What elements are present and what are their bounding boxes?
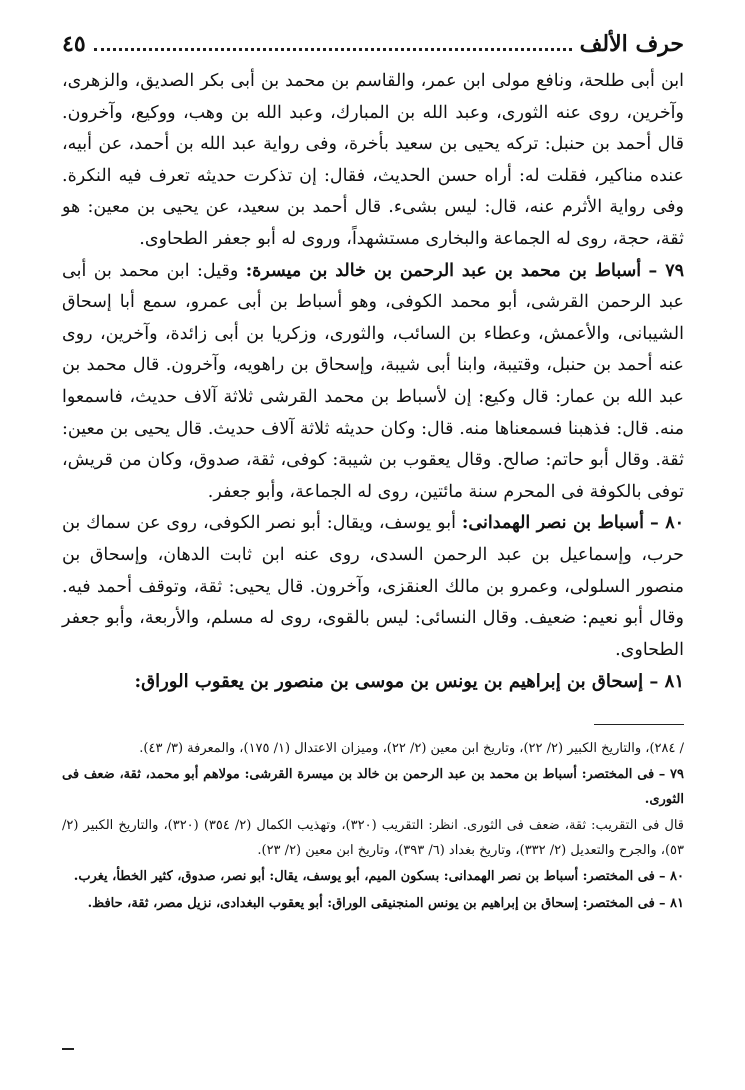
entry-80 [62,508,684,666]
main-text [62,66,684,698]
entry-79 [62,256,684,509]
entry-79-text: وقيل: ابن محمد بن أبى عبد الرحمن القرشى، أبو محمد الكوفى، وهو أسباط بن أبى عمرو، سمع أبا إسحاق الشيبانى، والأعمش، وعطاء بن السائب، والثورى، وزكريا بن أبى زائدة، وآخرين، روى عنه أحمد بن حنبل، وقتيبة، وابنا أبى شيبة، وإسحاق بن راهويه، وآخرون. قال محمد بن عبد الله بن عمار: قال وكيع: إن لأسباط بن محمد القرشى ثلاثة آلاف حديث، فاسمعوا منه. قال: فذهبنا فسمعناها منه. قال: وكان حديثه ثلاثة آلاف حديث. قال يحيى بن معين: ثقة. وقال أبو حاتم: صالح. وقال يعقوب بن شيبة: كوفى، ثقة، صدوق، وكان من قريش، توفى بالكوفة فى المحرم سنة مائتين، روى له الجماعة، وأبو جعفر. [62,260,684,502]
footnotes [62,737,684,917]
footnote-80-text: فى المختصر: أسباط بن نصر الهمدانى: بسكون الميم، أبو يوسف، يقال: أبو نصر، صدوق، كثير الخطأ، يغرب. [73,869,655,885]
page-number: ٤٥ [62,31,86,57]
entry-81-name: إسحاق بن إبراهيم بن يونس بن موسى بن منصور بن يعقوب الوراق: [134,671,644,693]
entry-80-name: أسباط بن نصر الهمدانى: [461,513,644,534]
footnote-81 [62,892,684,917]
entry-79-name: أسباط بن محمد بن عبد الرحمن بن خالد بن ميسرة: [245,260,642,281]
footnote-continuation: / ٢٨٤)، والتاريخ الكبير (٢/ ٢٢)، وتاريخ ابن معين (٢/ ٢٢)، وميزان الاعتدال (١/ ١٧٥)، والمعرفة (٣/ ٤٣). [139,740,684,756]
book-page [62,22,684,1072]
chapter-title: حرف الألف [579,31,684,57]
continuation-paragraph: ابن أبى طلحة، ونافع مولى ابن عمر، والقاسم بن محمد بن أبى بكر الصديق، والزهرى، وآخرين، روى عنه الثورى، وعبد الله بن المبارك، وعبد الله بن وهب، ووكيع، وآخرون. قال أحمد بن حنبل: تركه يحيى بن سعيد بأخرة، وفى رواية عبد الله بن أحمد، عن أبيه، عنده مناكير، فقلت له: أراه حسن الحديث، فقال: إن تذكرت حديثه تعرف فيه النكرة. وفى رواية الأثرم عنه، قال: ليس بشىء. قال أحمد بن سعيد، عن يحيى بن معين: هو ثقة، حجة، روى له الجماعة والبخارى مستشهداً، وروى له أبو جعفر الطحاوى. [62,71,684,249]
corner-mark [62,1048,74,1050]
entry-80-number: ٨٠ – [649,513,684,534]
footnote-79-text: فى المختصر: أسباط بن محمد بن عبد الرحمن بن خالد بن ميسرة القرشى: مولاهم أبو محمد، ثقة، ضعف فى الثورى. [62,767,684,807]
footnote-80-number: ٨٠ – [659,869,684,885]
footnote-79 [62,763,684,812]
footnote-separator [594,724,684,725]
page-header [62,22,684,66]
footnote-81-text: فى المختصر: إسحاق بن إبراهيم بن يونس المنجنيقى الوراق: أبو يعقوب البغدادى، نزيل مصر، ثقة، حافظ. [87,895,655,911]
footnote-81-number: ٨١ – [659,895,684,911]
entry-81-number: ٨١ – [649,671,684,693]
footnote-80 [62,865,684,890]
entry-81 [62,666,684,698]
entry-79-number: ٧٩ – [648,260,684,281]
header-dot-leader [94,38,572,51]
footnote-79-sources: قال فى التقريب: ثقة، ضعف فى الثورى. انظر: التقريب (٣٢٠)، وتهذيب الكمال (٢/ ٣٥٤) (٣٢٠)، والتاريخ الكبير (٢/ ٥٣)، والجرح والتعديل (٢/ ٣٣٢)، وتاريخ بغداد (٦/ ٣٩٣)، وتاريخ ابن معين (٢/ ٢٣). [62,818,684,858]
entry-80-text: أبو يوسف، ويقال: أبو نصر الكوفى، روى عن سماك بن حرب، وإسماعيل بن عبد الرحمن السدى، روى عنه ابن ثابت الدهان، وإسحاق بن منصور السلولى، وعمرو بن مالك العنقزى، وآخرون. قال يحيى: ثقة، وتوقف أحمد فيه. وقال أبو نعيم: ضعيف. وقال النسائى: ليس بالقوى، روى له مسلم، والأربعة، وأبو جعفر الطحاوى. [62,513,684,660]
footnote-79-number: ٧٩ – [658,767,685,783]
